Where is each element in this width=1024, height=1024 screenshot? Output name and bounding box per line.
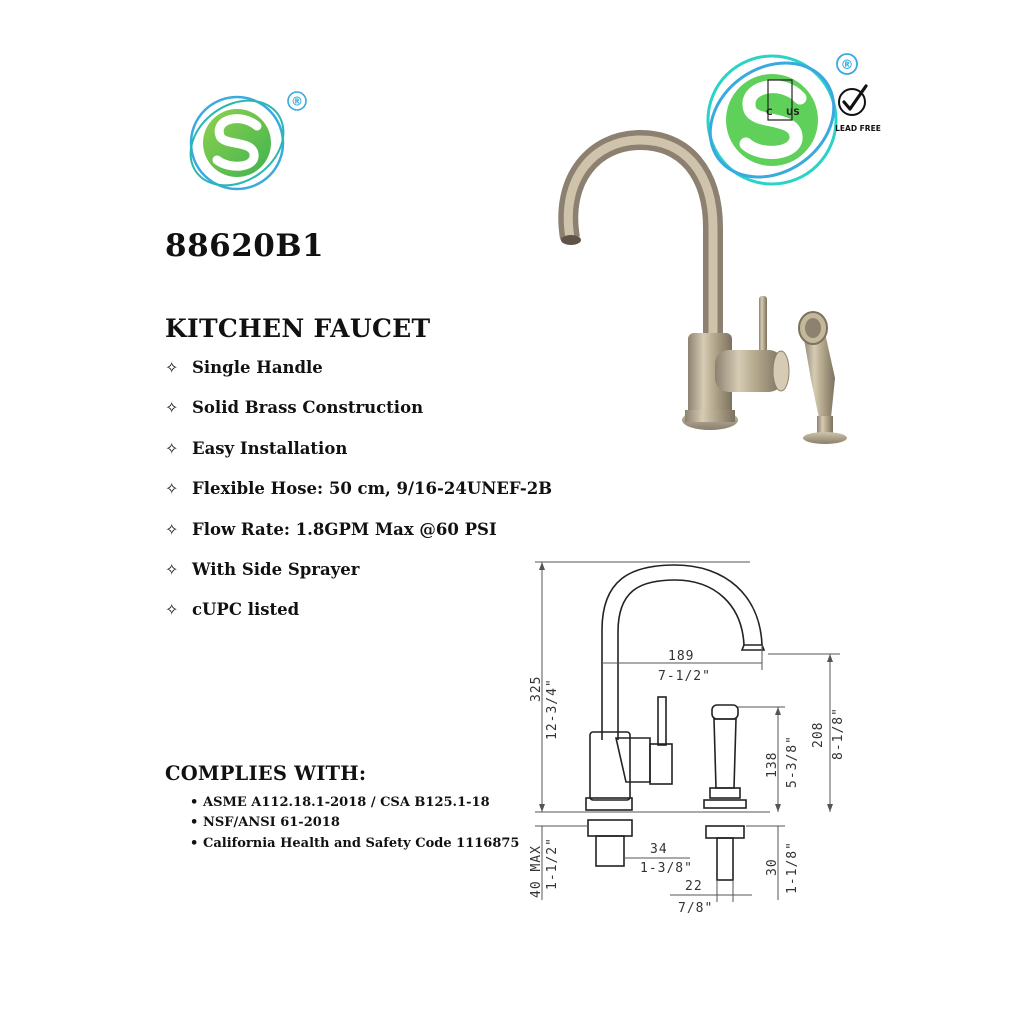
product-title: KITCHEN FAUCET xyxy=(165,314,431,343)
height-mm-label: 325 xyxy=(529,675,544,702)
model-number: 88620B1 xyxy=(165,228,325,264)
spout-height-in-label: 8-1/8" xyxy=(831,707,846,760)
feature-text: Solid Brass Construction xyxy=(192,398,424,418)
height-in-label: 12-3/4" xyxy=(545,678,560,740)
lead-free-check-icon xyxy=(839,86,866,115)
list-item xyxy=(165,358,552,398)
list-item xyxy=(165,479,552,519)
sprayer-height-in-label: 5-3/8" xyxy=(785,735,800,788)
reach-in-label: 7-1/2" xyxy=(658,669,711,684)
standard-text: NSF/ANSI 61-2018 xyxy=(203,815,340,831)
deck-max-mm-label: 40 MAX xyxy=(529,845,544,898)
star-icon: ✧ xyxy=(165,358,179,377)
base-dia-in-label: 1-3/8" xyxy=(640,861,693,876)
registered-mark: ® xyxy=(291,94,303,109)
list-item xyxy=(165,520,552,560)
feature-text: cUPC listed xyxy=(192,600,300,620)
feature-text: With Side Sprayer xyxy=(192,559,360,579)
sprayer-shank-mm-label: 22 xyxy=(685,879,703,894)
feature-text: Flexible Hose: 50 cm, 9/16-24UNEF-2B xyxy=(192,479,553,499)
star-icon: ✧ xyxy=(165,559,179,579)
svg-text:US: US xyxy=(786,108,800,118)
deck-max-in-label: 1-1/2" xyxy=(545,837,560,890)
star-icon: ✧ xyxy=(165,519,179,539)
list-item xyxy=(165,398,552,438)
reach-mm-label: 189 xyxy=(668,649,695,664)
svg-text:C: C xyxy=(766,108,773,118)
technical-drawing xyxy=(520,550,850,925)
feature-text: Easy Installation xyxy=(192,438,348,458)
sprayer-depth-in-label: 1-1/8" xyxy=(785,841,800,894)
star-icon: ✧ xyxy=(165,438,179,458)
base-dia-mm-label: 34 xyxy=(650,842,668,857)
star-icon: ✧ xyxy=(165,479,179,499)
sprayer-depth-mm-label: 30 xyxy=(765,858,780,876)
list-item: • ASME A112.18.1-2018 / CSA B125.1-18 xyxy=(190,795,490,810)
list-item xyxy=(165,600,552,640)
sprayer-shank-in-label: 7/8" xyxy=(678,901,714,916)
feature-text: Single Handle xyxy=(192,358,323,377)
spout-height-mm-label: 208 xyxy=(811,721,826,748)
star-icon: ✧ xyxy=(165,398,179,418)
standards-list xyxy=(190,795,519,856)
feature-list xyxy=(165,358,552,641)
feature-text: Flow Rate: 1.8GPM Max @60 PSI xyxy=(192,519,497,539)
standard-text: ASME A112.18.1-2018 / CSA B125.1-18 xyxy=(203,795,490,810)
list-item xyxy=(165,560,552,600)
lead-free-label: LEAD FREE xyxy=(835,124,881,133)
star-icon: ✧ xyxy=(165,600,179,620)
product-image xyxy=(535,118,870,453)
complies-heading: COMPLIES WITH: xyxy=(165,762,367,785)
sprayer-height-mm-label: 138 xyxy=(765,751,780,778)
standard-text: California Health and Safety Code 1116875 xyxy=(203,835,520,851)
registered-mark: ® xyxy=(840,58,854,73)
brand-logo xyxy=(182,88,312,203)
list-item xyxy=(165,439,552,479)
list-item: • California Health and Safety Code 1116875 xyxy=(190,835,520,851)
list-item: • NSF/ANSI 61-2018 xyxy=(190,815,340,831)
